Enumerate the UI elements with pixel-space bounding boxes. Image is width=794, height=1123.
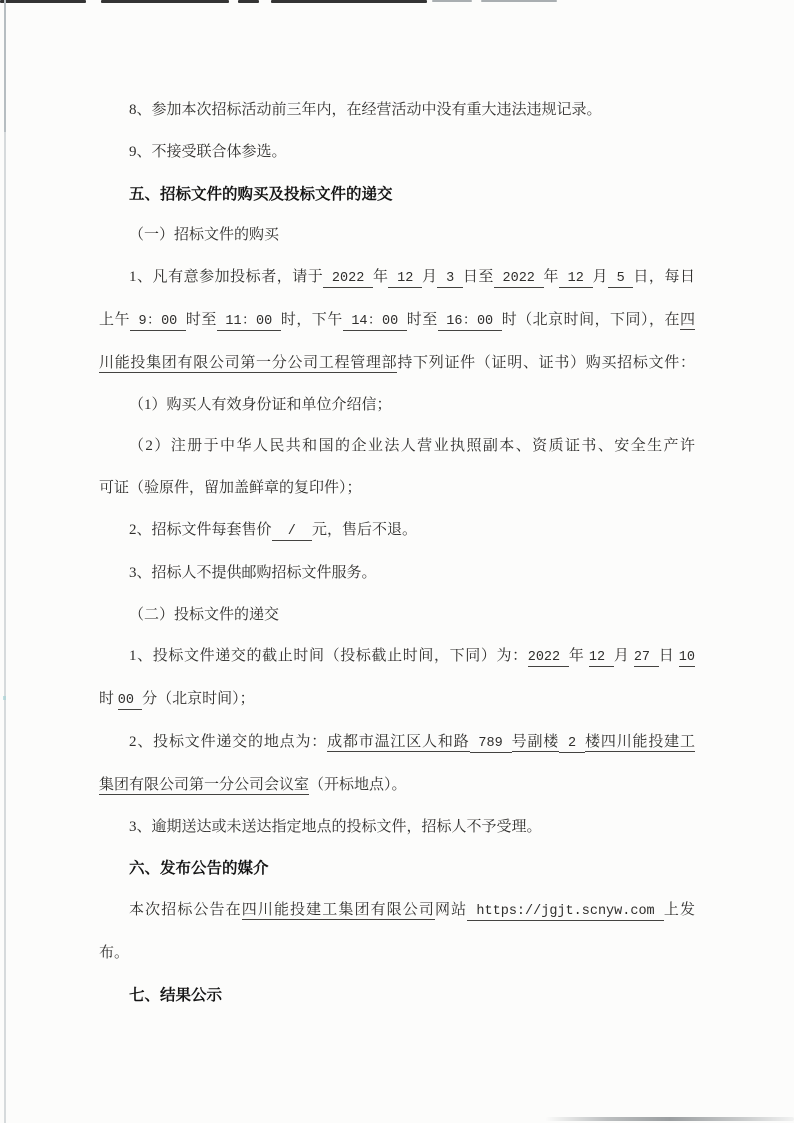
text-run: 日至 — [462, 269, 494, 286]
scan-artifact-left-edge — [4, 0, 6, 132]
underlined-field: 00 — [117, 693, 143, 709]
text-line — [99, 257, 695, 300]
url-text: https://jgjt.scnyw.com — [467, 904, 664, 920]
section-heading — [99, 975, 695, 1017]
text-run: 分（北京时间）； — [142, 691, 255, 708]
text-run: 五、招标文件的购买及投标文件的递交 — [129, 185, 393, 203]
text-run: （一）招标文件的购买 — [129, 227, 280, 244]
text-run: 3、逾期送达或未送达指定地点的投标文件，招标人不予受理。 — [129, 818, 542, 835]
underlined-field: 5 — [608, 271, 634, 287]
underlined-text: 四 — [679, 311, 695, 328]
underlined-field: 2 — [559, 735, 586, 751]
text-run: 8、参加本次招标活动前三年内，在经营活动中没有重大违法违规记录。 — [129, 102, 602, 118]
underlined-text: 四川能投建工集团有限公司 — [241, 902, 435, 919]
underlined-field: 14：00 — [342, 313, 407, 329]
text-line — [99, 553, 695, 595]
underlined-text: 号副楼 — [511, 733, 560, 750]
scan-artifact-bottom — [545, 1117, 794, 1121]
underlined-field: 16：00 — [437, 313, 502, 329]
scan-artifact-left-edge — [4, 0, 6, 1123]
text-run: 时至 — [185, 311, 217, 328]
underlined-field: 27 — [633, 650, 659, 666]
text-run: 9、不接受联合体参选。 — [129, 143, 287, 160]
text-run: 月 — [421, 269, 438, 286]
text-line — [99, 679, 695, 722]
text-line — [99, 426, 695, 468]
document-body — [99, 90, 695, 1017]
text-line — [99, 595, 695, 637]
text-line — [99, 300, 695, 343]
text-run: 时，下午 — [280, 311, 343, 328]
text-line — [99, 343, 695, 385]
underlined-field: 11：00 — [216, 313, 281, 329]
text-run: 元，售后不退。 — [312, 521, 418, 538]
text-line — [99, 385, 695, 427]
text-line — [99, 807, 695, 849]
text-run: 年 — [568, 648, 589, 665]
text-line — [99, 510, 695, 553]
text-line — [99, 933, 695, 975]
underlined-field: 12 — [388, 271, 422, 287]
text-run: 网站 — [435, 902, 468, 919]
text-run: 2、招标文件每套售价 — [129, 521, 272, 538]
text-run: 月 — [613, 648, 634, 665]
text-run: 1、投标文件递交的截止时间（投标截止时间，下同）为： — [129, 648, 528, 665]
underlined-field: 10 — [678, 650, 695, 666]
text-run: 七、结果公示 — [129, 986, 223, 1004]
text-run: 可证（验原件，留加盖鲜章的复印件）； — [99, 480, 362, 497]
underlined-field: 2022 — [323, 271, 373, 287]
text-run: （二）投标文件的递交 — [129, 606, 280, 623]
text-line — [99, 215, 695, 257]
text-run: 上发 — [663, 902, 695, 919]
section-heading — [99, 174, 695, 216]
scan-artifact-top — [101, 0, 229, 3]
underlined-field: 789 — [469, 735, 512, 751]
scan-artifact-top — [238, 0, 259, 3]
text-run: 月 — [592, 269, 609, 286]
text-run: 时 — [99, 691, 118, 708]
text-line — [99, 468, 695, 510]
underlined-field: 12 — [559, 271, 593, 287]
underlined-field: 2022 — [493, 271, 544, 287]
underlined-field: 9：00 — [129, 313, 186, 329]
text-line — [99, 722, 695, 765]
text-line — [99, 90, 695, 132]
scan-artifact-speck — [3, 696, 6, 700]
text-run: 六、发布公告的媒介 — [129, 860, 269, 878]
text-line — [99, 636, 695, 679]
scan-artifact-top — [432, 0, 472, 2]
text-line — [99, 765, 695, 807]
underlined-text: 川能投集团有限公司第一分公司工程管理部 — [99, 354, 398, 371]
underlined-text: 成都市温江区人和路 — [327, 733, 470, 750]
text-run: 2、投标文件递交的地点为： — [129, 733, 328, 750]
text-run: 时（北京时间，下同），在 — [501, 311, 680, 328]
text-run: 年 — [543, 269, 560, 286]
text-run: 持下列证件（证明、证书）购买招标文件： — [397, 354, 695, 371]
underlined-field: / — [271, 523, 313, 539]
text-run: 3、招标人不提供邮购招标文件服务。 — [129, 564, 377, 581]
underlined-field: 2022 — [527, 650, 569, 666]
text-run: 时至 — [406, 311, 438, 328]
text-run: 布。 — [99, 944, 130, 961]
text-line — [99, 890, 695, 933]
underlined-text: 集团有限公司第一分公司会议室 — [99, 776, 310, 793]
text-run: 日，每日 — [633, 269, 695, 286]
text-run: （开标地点）。 — [309, 776, 407, 793]
scan-artifact-top — [0, 0, 86, 3]
underlined-field: 12 — [588, 650, 614, 666]
scan-artifact-top — [271, 0, 427, 3]
text-run: （2）注册于中华人民共和国的企业法人营业执照副本、资质证书、安全生产许 — [129, 438, 695, 455]
underlined-field: 3 — [437, 271, 463, 287]
text-line — [99, 132, 695, 174]
text-run: （1）购买人有效身份证和单位介绍信； — [129, 396, 392, 413]
section-heading — [99, 848, 695, 890]
text-run: 上午 — [99, 311, 130, 328]
underlined-text: 楼四川能投建工 — [585, 733, 695, 750]
text-run: 1、凡有意参加投标者，请于 — [129, 269, 324, 286]
text-run: 日 — [658, 648, 679, 665]
scan-artifact-top — [481, 0, 557, 2]
text-run: 年 — [372, 269, 389, 286]
text-run: 本次招标公告在 — [129, 902, 242, 919]
